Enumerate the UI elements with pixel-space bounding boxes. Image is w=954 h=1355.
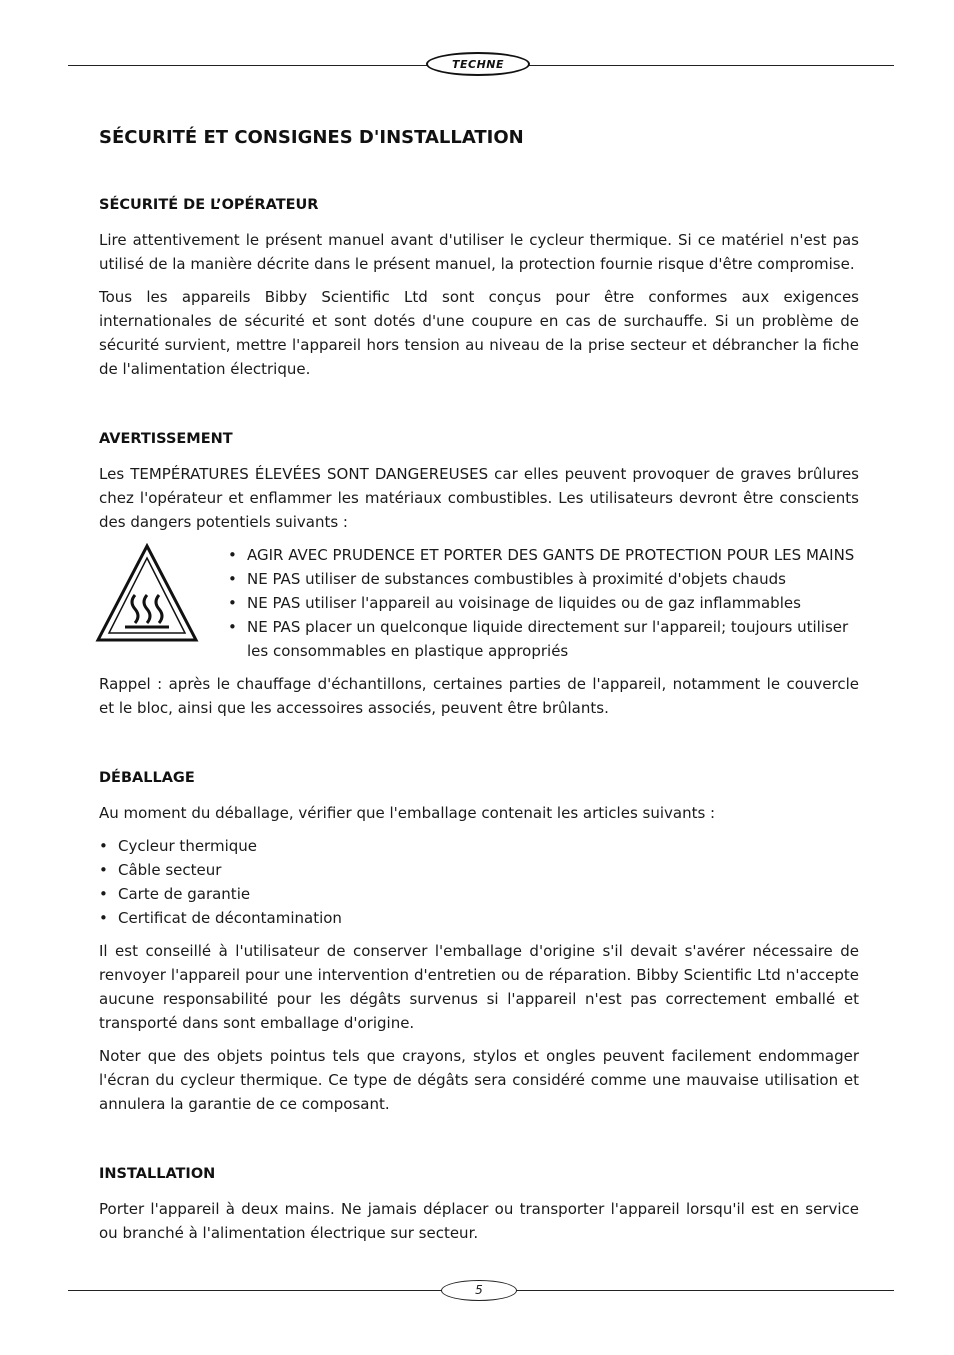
installation-section [99,1165,859,1245]
list-item: • Carte de garantie [99,885,251,903]
list-item: • NE PAS utiliser l'appareil au voisinage de liquides ou de gaz inflammables [228,594,801,612]
warning-block [99,543,859,663]
page-content [99,125,859,1254]
list-item: • AGIR AVEC PRUDENCE ET PORTER DES GANTS DE PROTECTION POUR LES MAINS [228,546,855,564]
unpacking-para-2: Noter que des objets pointus tels que crayons, stylos et ongles peuvent facilement endommager l'écran du cycleur thermique. Ce type de dégâts sera considéré comme une mauvaise utilisation et annulera la garantie de ce composant. [99,1047,859,1113]
logo-text: TECHNE [451,57,505,71]
unpacking-list [99,834,859,930]
list-item: • NE PAS utiliser de substances combustibles à proximité d'objets chauds [228,570,786,588]
section-gap [99,729,859,769]
techne-logo [426,52,530,76]
list-item: • Certificat de décontamination [99,909,342,927]
warning-section [99,430,859,720]
hot-surface-warning-icon [95,543,199,643]
operator-safety-para-1: Lire attentivement le présent manuel avant d'utiliser le cycleur thermique. Si ce matériel n'est pas utilisé de la manière décrite dans le présent manuel, la protection fournie risque d'être compromise. [99,231,859,273]
operator-safety-heading: SÉCURITÉ DE L’OPÉRATEUR [99,197,319,213]
warning-heading: AVERTISSEMENT [99,431,233,447]
list-item: • Cycleur thermique [99,837,257,855]
unpacking-para-1: Il est conseillé à l'utilisateur de conserver l'emballage d'origine s'il devait s'avérer nécessaire de renvoyer l'appareil pour une intervention d'entretien ou de réparation. Bibby Scientific Ltd n'accepte aucune responsabilité pour les dégâts survenus si l'appareil n'est pas correctement emballé et transporté dans sont emballage d'origine. [99,942,859,1032]
section-gap [99,390,859,430]
unpacking-intro: Au moment du déballage, vérifier que l'emballage contenait les articles suivants : [99,804,716,822]
page-number: 5 [441,1280,517,1301]
warning-list [228,543,859,663]
list-item: • NE PAS placer un quelconque liquide directement sur l'appareil; toujours utiliser les consommables en plastique appropriés [228,618,849,660]
section-gap [99,1125,859,1165]
warning-reminder: Rappel : après le chauffage d'échantillons, certaines parties de l'appareil, notamment le couvercle et le bloc, ainsi que les accessoires associés, peuvent être brûlants. [99,675,859,717]
unpacking-section [99,769,859,1116]
installation-para-1: Porter l'appareil à deux mains. Ne jamais déplacer ou transporter l'appareil lorsqu'il est en service ou branché à l'alimentation électrique sur secteur. [99,1200,859,1242]
list-item: • Câble secteur [99,861,222,879]
operator-safety-section [99,196,859,381]
installation-heading: INSTALLATION [99,1166,216,1182]
operator-safety-para-2: Tous les appareils Bibby Scientific Ltd sont conçus pour être conformes aux exigences internationales de sécurité et sont dotés d'une coupure en cas de surchauffe. Si un problème de sécurité survient, mettre l'appareil hors tension au niveau de la prise secteur et débrancher la fiche de l'alimentation électrique. [99,288,859,378]
unpacking-heading: DÉBALLAGE [99,770,195,786]
page-title: SÉCURITÉ ET CONSIGNES D'INSTALLATION [99,127,524,148]
warning-intro: Les TEMPÉRATURES ÉLEVÉES SONT DANGEREUSES car elles peuvent provoquer de graves brûlures chez l'opérateur et enflammer les matériaux combustibles. Les utilisateurs devront être conscients des dangers potentiels suivants : [99,465,859,531]
